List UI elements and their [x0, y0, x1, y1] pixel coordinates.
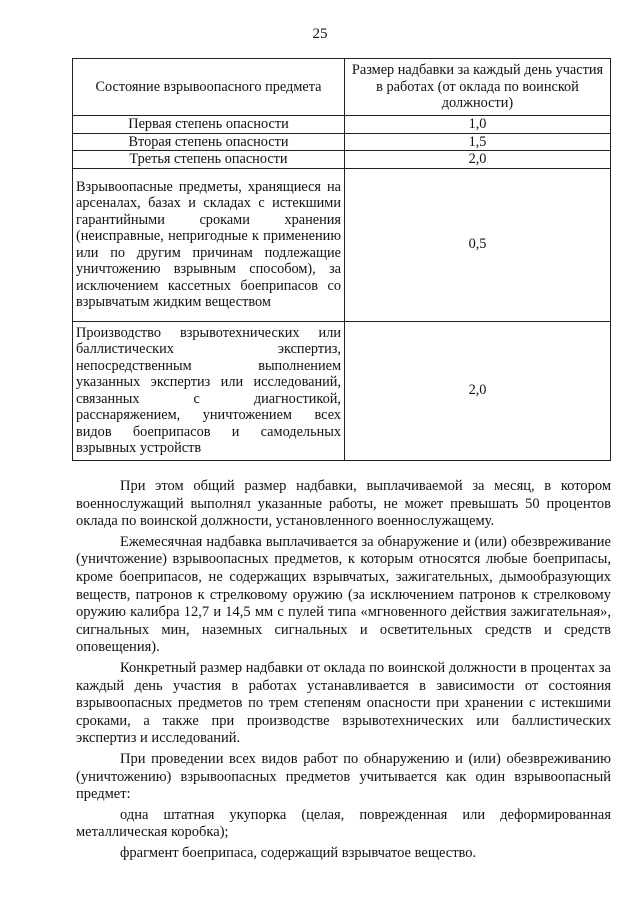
paragraph: Конкретный размер надбавки от оклада по воинской должности в процентах за каждый день участия в работах устанавливается в зависимости от состояния взрывоопасных предметов по трем степеням опасности при хранении с истекшими сроками, а также при производстве взрывотехнических или баллистических экспертиз и исследований. [76, 659, 611, 747]
body-text [76, 478, 611, 865]
allowance-table [72, 58, 611, 461]
row-state-cell: Первая степень опасности [73, 116, 345, 134]
page-number: 25 [312, 26, 328, 42]
table-row [73, 151, 611, 169]
row-value-cell: 1,0 [345, 116, 611, 134]
row-state-cell: Взрывоопасные предметы, хранящиеся на арсеналах, базах и складах с истекшими гарантийными сроками хранения (неисправные, непригодные к применению или по другим причинам подлежащие уничтожению взрывным способом), за исключением кассетных боеприпасов со взрывчатым жидким веществом [73, 168, 345, 321]
table-row [73, 321, 611, 460]
paragraph: Ежемесячная надбавка выплачивается за обнаружение и (или) обезвреживание (уничтожение) взрывоопасных предметов, к которым относятся любые боеприпасы, кроме боеприпасов, не содержащих взрывчатых, зажигательных, дымообразующих веществ, патронов к стрелковому оружию (за исключением патронов к стрелковому оружию калибра 12,7 и 14,5 мм с пулей типа «мгновенного действия зажигательная», сигнальных мин, наземных сигнальных и осветительных средств и средств оповещения). [76, 533, 611, 656]
row-value-cell: 0,5 [345, 168, 611, 321]
paragraph: При этом общий размер надбавки, выплачиваемой за месяц, в котором военнослужащий выполнял указанные работы, не может превышать 50 процентов оклада по воинской должности, установленного военнослужащему. [76, 478, 611, 530]
header-allowance-cell: Размер надбавки за каждый день участия в работах (от оклада по воинской должности) [345, 59, 611, 116]
paragraph: фрагмент боеприпаса, содержащий взрывчатое вещество. [120, 844, 477, 861]
table-row [73, 116, 611, 134]
paragraph: одна штатная укупорка (целая, поврежденная или деформированная металлическая коробка); [76, 806, 611, 841]
row-state-cell: Третья степень опасности [73, 151, 345, 169]
row-value-cell: 2,0 [345, 151, 611, 169]
table-row [73, 168, 611, 321]
table-row [73, 133, 611, 151]
header-state-cell: Состояние взрывоопасного предмета [73, 59, 345, 116]
row-value-cell: 1,5 [345, 133, 611, 151]
row-state-cell: Производство взрывотехнических или баллистических экспертиз, непосредственным выполнением указанных экспертиз или исследований, связанных с диагностикой, расснаряжением, уничтожением всех видов боеприпасов и самодельных взрывных устройств [73, 321, 345, 460]
row-state-cell: Вторая степень опасности [73, 133, 345, 151]
paragraph: При проведении всех видов работ по обнаружению и (или) обезвреживанию (уничтожению) взрывоопасных предметов учитывается как один взрывоопасный предмет: [76, 750, 611, 803]
table-header-row [73, 59, 611, 116]
row-value-cell: 2,0 [345, 321, 611, 460]
